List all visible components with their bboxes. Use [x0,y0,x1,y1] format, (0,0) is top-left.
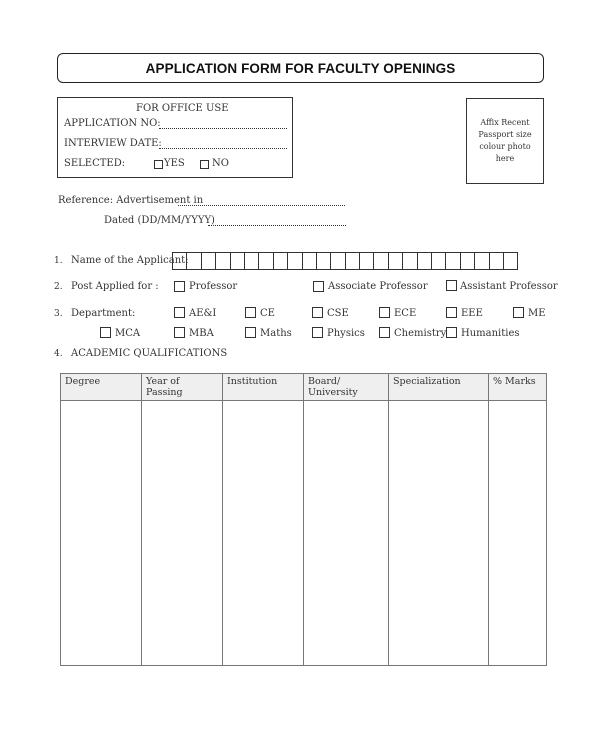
selected-yes-checkbox[interactable] [154,160,163,169]
name-char-box[interactable] [201,252,216,270]
dept-eee-checkbox[interactable] [446,307,457,318]
name-char-box[interactable] [345,252,360,270]
form-title-box [57,53,544,83]
table-row [61,401,547,666]
col-degree-header: Degree [61,374,142,401]
q1-number: 1. [54,256,63,266]
dept-cse-checkbox[interactable] [312,307,323,318]
name-char-box[interactable] [503,252,518,270]
post-professor-label: Professor [189,281,238,292]
name-char-box[interactable] [417,252,432,270]
post-associate-professor-checkbox[interactable] [313,281,324,292]
degree-cell[interactable] [61,401,142,666]
name-char-box[interactable] [230,252,245,270]
selected-no-checkbox[interactable] [200,160,209,169]
applicant-name-input-grid[interactable] [172,252,517,270]
academic-qualifications-heading: ACADEMIC QUALIFICATIONS [71,348,228,359]
q2-number: 2. [54,282,63,292]
name-char-box[interactable] [359,252,374,270]
photo-text-line: Passport size [478,130,532,139]
year-cell[interactable] [142,401,223,666]
dept-ece-label: ECE [394,308,417,319]
interview-date-field[interactable] [159,148,287,149]
dept-mba-label: MBA [189,328,214,339]
q4-number: 4. [54,349,63,359]
col-board-header: Board/ University [304,374,389,401]
name-char-box[interactable] [330,252,345,270]
dept-physics-checkbox[interactable] [312,327,323,338]
name-char-box[interactable] [402,252,417,270]
name-char-box[interactable] [431,252,446,270]
name-char-box[interactable] [373,252,388,270]
col-marks-header: % Marks [489,374,547,401]
name-char-box[interactable] [186,252,201,270]
reference-dated-field[interactable] [208,225,346,226]
col-institution-header: Institution [223,374,304,401]
photo-text-line: Affix Recent [480,118,530,127]
office-use-box [57,97,293,178]
name-char-box[interactable] [460,252,475,270]
dept-me-label: ME [528,308,546,319]
name-char-box[interactable] [244,252,259,270]
name-char-box[interactable] [445,252,460,270]
dept-ece-checkbox[interactable] [379,307,390,318]
reference-dated-label: Dated (DD/MM/YYYY) [104,215,215,226]
dept-aei-label: AE&I [189,308,217,319]
post-assistant-professor-label: Assistant Professor [460,281,558,292]
dept-eee-label: EEE [461,308,483,319]
dept-humanities-checkbox[interactable] [446,327,457,338]
post-professor-checkbox[interactable] [174,281,185,292]
col-specialization-header: Specialization [389,374,489,401]
dept-chemistry-checkbox[interactable] [379,327,390,338]
name-char-box[interactable] [287,252,302,270]
dept-ce-label: CE [260,308,275,319]
office-use-heading: FOR OFFICE USE [136,103,229,114]
post-assistant-professor-checkbox[interactable] [446,280,457,291]
dept-humanities-label: Humanities [461,328,520,339]
name-char-box[interactable] [273,252,288,270]
photo-text-line: colour photo [479,142,531,151]
dept-cse-label: CSE [327,308,349,319]
name-char-box[interactable] [316,252,331,270]
photo-text-line: here [495,154,515,163]
dept-maths-label: Maths [260,328,292,339]
institution-cell[interactable] [223,401,304,666]
selected-yes-label: YES [164,158,185,169]
applicant-name-label: Name of the Applicant: [71,255,189,266]
dept-maths-checkbox[interactable] [245,327,256,338]
name-char-box[interactable] [474,252,489,270]
name-char-box[interactable] [489,252,504,270]
dept-chemistry-label: Chemistry [394,328,447,339]
dept-mca-label: MCA [115,328,141,339]
col-year-header: Year of Passing [142,374,223,401]
dept-ce-checkbox[interactable] [245,307,256,318]
name-char-box[interactable] [172,252,187,270]
name-char-box[interactable] [258,252,273,270]
application-no-label: APPLICATION NO: [64,118,161,129]
photo-box [466,98,544,184]
name-char-box[interactable] [302,252,317,270]
dept-me-checkbox[interactable] [513,307,524,318]
post-applied-label: Post Applied for : [71,281,159,292]
board-cell[interactable] [304,401,389,666]
dept-mca-checkbox[interactable] [100,327,111,338]
reference-advertisement-label: Reference: Advertisement in [58,195,204,206]
name-char-box[interactable] [388,252,403,270]
name-char-box[interactable] [215,252,230,270]
dept-mba-checkbox[interactable] [174,327,185,338]
q3-number: 3. [54,309,63,319]
reference-advertisement-field[interactable] [178,205,345,206]
academic-qualifications-table [60,373,547,666]
form-title: APPLICATION FORM FOR FACULTY OPENINGS [145,60,456,76]
application-no-field[interactable] [159,128,287,129]
marks-cell[interactable] [489,401,547,666]
dept-physics-label: Physics [327,328,365,339]
table-header-row [61,374,547,401]
interview-date-label: INTERVIEW DATE: [64,138,162,149]
department-label: Department: [71,308,136,319]
selected-label: SELECTED: [64,158,126,169]
dept-aei-checkbox[interactable] [174,307,185,318]
post-associate-professor-label: Associate Professor [328,281,428,292]
selected-no-label: NO [212,158,229,169]
specialization-cell[interactable] [389,401,489,666]
